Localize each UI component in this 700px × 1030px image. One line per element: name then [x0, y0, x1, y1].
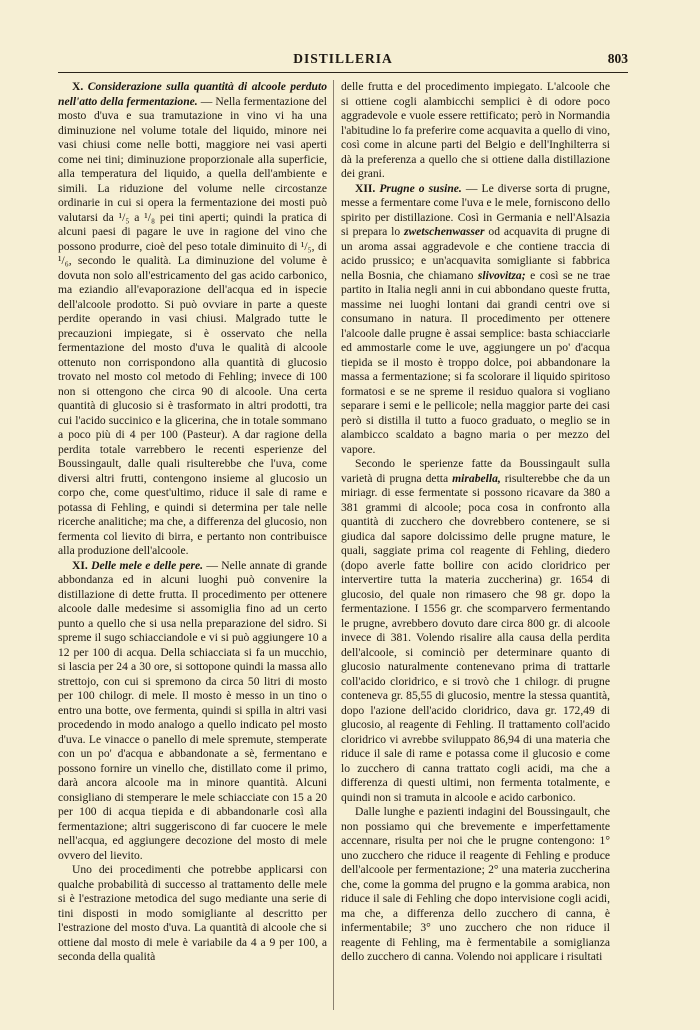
paragraph-lunghe-indagini: Dalle lunghe e pazienti indagini del Boussingault, che non possiamo qui che brevemente e imperfettamente accennare, risulta per noi che le prugne contengono: 1° uno zucchero che riduce il reagente di Fehling e produce dell'alcoole per fermentazione; 2° una materia zuccherina che, come la gomma del prugno e la gomma arabica, non riduce il sale di Fehling che dopo intervisione cogli acidi, ma che, a differenza dello zucchero di canna, è infermentabile; 3° uno zucchero che non riduce il reagente di Fehling, ma è fermentabile a somiglianza dello zucchero di canna. Volendo noi applicare i risultati	[341, 805, 610, 963]
paragraph-text: Secondo le sperienze fatte da Boussingault sulla varietà di prugna detta	[341, 457, 610, 485]
left-column	[58, 80, 327, 1020]
term-zwetschenwasser: zwetschenwasser	[404, 225, 485, 238]
section-number: XII.	[355, 181, 376, 195]
column-divider	[333, 80, 334, 1010]
right-column	[341, 80, 610, 1020]
section-x-paragraph	[58, 80, 327, 559]
section-body: — Le diverse sorta di prugne, messe a fermentare come l'uva e le mele, forniscono dello spirito per distillazione. Così in Germania e nell'Alsazia si prepara lo	[341, 181, 610, 238]
section-xii-paragraph	[341, 182, 610, 458]
section-body: — Nella fermentazione del mosto d'uva e sua tramutazione in vino vi ha una diminuzione nel volume totale del liquido, minore nei vasi chiusi come nelle botti, maggiore nei vasi aperti come nei tini; diminuzione proporzionale alla superficie, alla temperatura del liquido, a quella dell'ambiente e simili. La riduzione del volume nelle circostanze ordinarie in cui si opera la fermentazione dei mosti può valutarsi da ¹/₅ a ¹/₈ pei tini aperti; quindi la pratica di alcuni paesi di pagare le uve in ragione del vino che possono produrre, cioè del peso totale diminuito di ¹/₅, di ¹/₆, secondo le qualità. La diminuzione del volume è dovuta non solo all'estricamento del gas acido carbonico, ma eziandio all'evaporazione dell'acqua ed in ispecie dell'alcoole prodotto. Si può ovviare in parte a queste perdite operando in vasi chiusi. Malgrado tutte le precauzioni impiegate, si è osservato che nella fermentazione del mosto d'uva le qualità di alcoole ottenuto non corrispondono alla quantità di glucosio trovato nel mosto col metodo di Fehling; invece di 100 non si ottengono che circa 90 di alcoole. Una certa quantità di glucosio si è trasformato in altri prodotti, tra cui l'acido succinico e la glicerina, che in totale sommano a poco più di 4 per 100 (Pasteur). A dar ragione della perdita totale varrebbero le recenti esperienze del Boussingault, dalle quali risulterebbe che l'uva, come diversi altri frutti, contengono insieme al glucosio un corpo che, come quest'ultimo, riduce il sale di rame e potassa di Fehling, e quindi si determina per tale nelle ricerche analitiche; ma che, a differenza del glucosio, non fermenta col lievito di birra, e pertanto non contribuisce alla produzione dell'alcoole.	[58, 94, 327, 557]
paragraph-tini: Uno dei procedimenti che potrebbe applicarsi con qualche probabilità di successo al trattamento delle mele si è l'estrazione metodica del sugo mediante una serie di tini disposti in modo somigliante al descritto per l'estrazione del mosto d'uva. La quantità di alcoole che si ottiene dal mosto di mele è variabile da 4 a 9 per 100, a seconda della qualità	[58, 863, 327, 963]
section-body: od acquavita di prugne di un aroma assai aggradevole e che contiene traccia di acido prussico; e un'acquavita somigliante si fabbrica nella Bosnia, che chiamano	[341, 225, 610, 282]
section-number: XI.	[72, 558, 88, 572]
paragraph-boussingault	[341, 457, 610, 805]
section-heading: Delle mele e delle pere.	[91, 558, 204, 572]
section-heading: Prugne o susine.	[379, 181, 462, 195]
paragraph-text: risulterebbe che da un miriagr. di esse fermentate si possono ricavare da 380 a 381 grammi di alcoole; poca cosa in confronto alla quantità di zucchero che dovrebbero contenere, se si giudica dal sapore dolcissimo delle prugne mature, le quali, saggiate prima col reagente di Fehling, diedero (dopo averle fatte bollire con acido cloridrico per intervertire tutta la materia zuccherina) gr. 1654 di glucosio, del quale non rimasero che 98 gr. dopo la fermentazione. I 1556 gr. che scomparvero fermentando le prugne, avrebbero dovuto dare circa 800 gr. di alcoole invece di 381. Volendo risalire alla causa della perdita dell'alcoole, si cominciò per determinare quanto di glucosio naturalmente contenevano prima di trattarle coll'acido cloridrico, e si trovò che 1 chilogr. di prugne conteneva gr. 85,55 di glucosio, mentre la stessa quantità, dopo l'azione dell'acido cloridrico, dava gr. 172,49 di glucosio, al reagente di Fehling. Il trattamento coll'acido cloridrico vi avrebbe sviluppato 86,94 di una materia che riduce il sale di rame e potassa come il glucosio e come lo zucchero di canna trattato cogli acidi, ma che a differenza di questi ultimi, non fermenta totalmente, e quindi non si tramuta in alcoole e acido carbonico.	[341, 471, 610, 804]
section-body: — Nelle annate di grande abbondanza ed in alcuni luoghi può convenire la distillazione di dette frutta. Il procedimento per ottenere alcoole dalle medesime si assomiglia fino ad un certo punto a quello che si usa nella preparazione del sidro. Si spreme il sugo schiacciandole e vi si può aggiungere 10 a 12 per 100 di acqua. Della schiacciata si fa un mucchio, si lascia per 24 a 30 ore, si sottopone quindi la massa allo strettojo, con cui si spremono da circa 50 litri di mosto per 100 chilogr. di mele. Il mosto è messo in un tino o entro una botte, ove fermenta, quindi si spilla in altri vasi procedendo in modo analogo a quello indicato pel mosto d'uva. Le vinacce o panello di mele spremute, stemperate con un po' d'acqua e abbandonate a sè, fermentano e possono fornire un vinello che, distillato come il primo, darà ancora alcoole ma in minore quantità. Alcuni consigliano di stemperare le mele schiacciate con 15 a 20 per 100 di acqua tiepida e di abbandonarle così alla fermentazione; altri suggeriscono di far cuocere le mele nell'acqua, ed aggiungere decozione del mosto di mele ovvero del lievito.	[58, 558, 327, 862]
page-number: 803	[607, 51, 628, 66]
section-heading: Considerazione sulla quantità di alcoole perduto nell'atto della fermentazione.	[58, 80, 327, 108]
page-header	[58, 50, 628, 73]
paragraph-continued: delle frutta e del procedimento impiegato. L'alcoole che si ottiene cogli alambicchi semplici è di odore poco aggradevole e vuole essere rettificato; però in Normandia l'abitudine lo fa preferire come acquavita a quello di vino, così come in alcune parti del Belgio e dell'Inghilterra si dà la preferenza a quello che si ottiene dalla distillazione dei grani.	[341, 80, 610, 180]
section-body: e così se ne trae partito in Italia negli anni in cui abbondano queste frutta, massime nei luoghi lontani dai grandi centri ove si consumano in natura. Il procedimento per ottenere l'alcoole dalle prugne è assai semplice: basta schiacciarle ed ammostarle come le uve, aggiungere un po' d'acqua tiepida se il mosto è troppo dolce, poi abbandonare la massa a fermentazione; si fa scolorare il liquido spiritoso formatosi e se ne spreme il residuo qualora si vogliano separare i semi e le pellicole; nella maggior parte dei casi però si distilla il tutto a fuoco graduato, o meglio se in alambicco scaldato a bagno maria o per mezzo del vapore.	[341, 268, 610, 456]
section-number: X.	[72, 80, 84, 93]
term-mirabella: mirabella,	[452, 471, 501, 485]
section-xi-paragraph	[58, 559, 327, 864]
running-title: DISTILLERIA	[293, 51, 393, 66]
term-slivovitza: slivovitza;	[477, 268, 526, 282]
